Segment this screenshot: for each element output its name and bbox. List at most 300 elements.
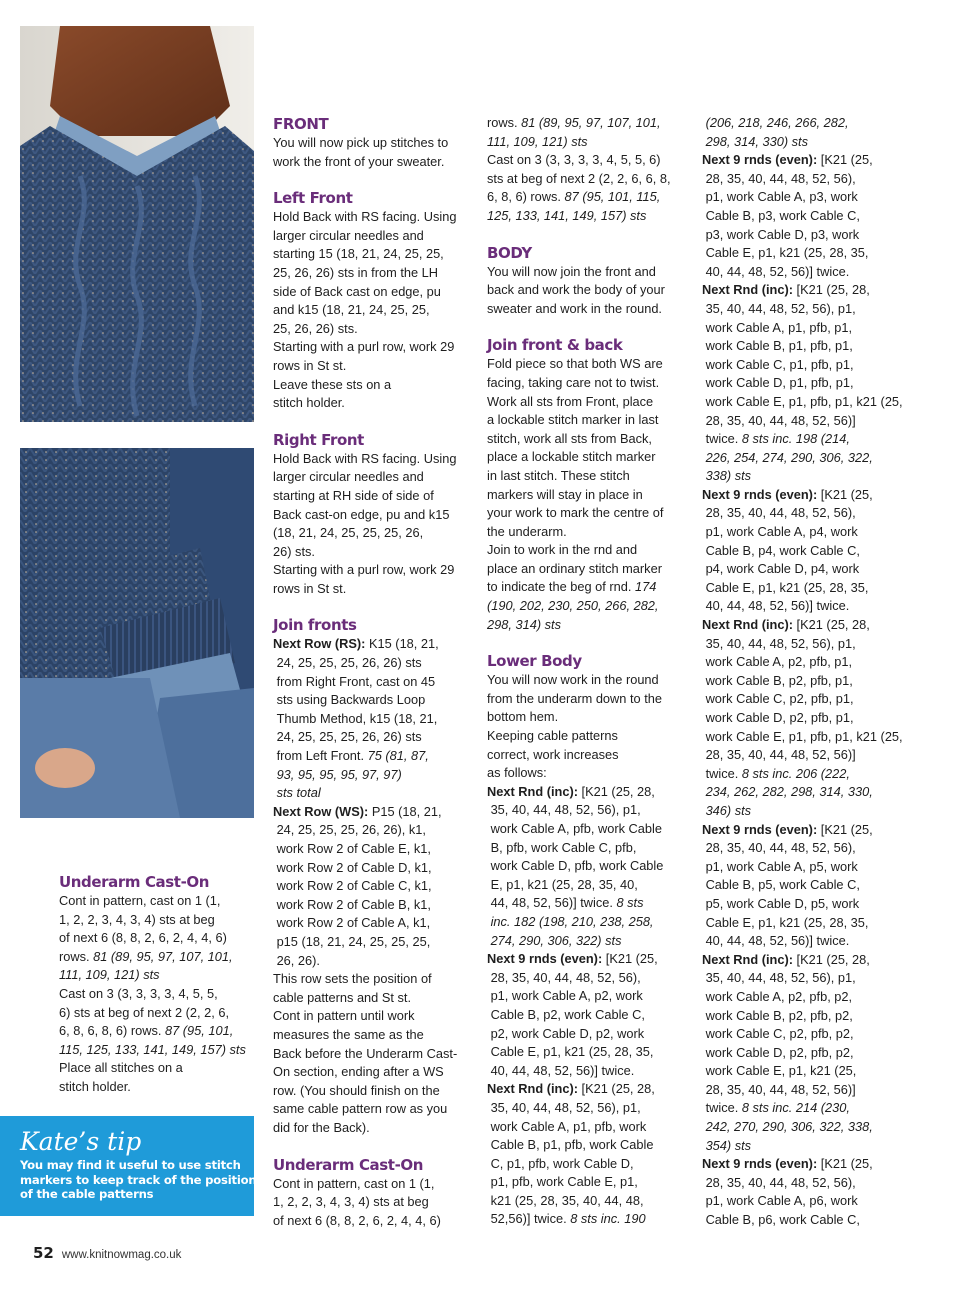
text-span: from Right Front, cast on 45 [276,673,436,689]
stitch-count: 115, 125, 133, 141, 149, 157) sts [59,1041,246,1057]
text-line [702,244,903,263]
row-label: Next Rnd (inc): [702,617,793,633]
text-span: 40, 44, 48, 52, 56)] twice. [705,598,850,614]
text-line [702,858,903,877]
text-line [273,840,457,859]
text-span: [K21 (25, [817,486,873,502]
text-line [702,430,903,449]
text-line [273,635,457,654]
left-front-heading: Left Front [273,189,353,208]
text-line: You will now work in the round [487,672,659,688]
text-line [487,894,671,913]
text-span: 35, 40, 44, 48, 52, 56), p1, [705,300,856,316]
text-line [487,1210,671,1229]
text-line [702,542,903,561]
text-line [487,1006,671,1025]
text-line [702,597,903,616]
text-line [487,1173,671,1192]
text-line [702,951,903,970]
column-increases [702,114,903,1230]
row-label: Next 9 rnds (even): [702,152,818,168]
text-line [702,504,903,523]
text-span: work Cable D, p1, pfb, p1, [705,375,854,391]
text-line [487,783,671,802]
stitch-count: 274, 290, 306, 322) sts [490,932,622,948]
stitch-count: 93, 95, 95, 95, 97, 97) [276,766,402,782]
text-line: Hold Back with RS facing. Using [273,450,457,466]
text-line: stitch holder. [273,395,345,411]
row-label: Next 9 rnds (even): [702,1156,818,1172]
text-span: p4, work Cable D, p4, work [705,561,860,577]
text-line: sts at beg of next 2 (2, 2, 6, 6, 8, [487,170,671,186]
text-line [702,393,903,412]
text-line: did for the Back). [273,1119,370,1135]
text-line: 26) sts. [273,543,315,559]
text-line: Leave these sts on a [273,376,392,392]
text-line: 6) sts at beg of next 2 (2, 2, 6, [59,1004,230,1020]
text-span: E, p1, k21 (25, 28, 35, 40, [490,876,638,892]
text-line [59,1022,246,1041]
text-line: Cast on 3 (3, 3, 3, 3, 4, 5, 5, [59,985,218,1001]
text-span: 40, 44, 48, 52, 56)] twice. [705,263,850,279]
text-span: Cable E, p1, k21 (25, 28, 35, [705,579,869,595]
text-line [487,913,671,932]
text-line [702,374,903,393]
text-line [487,876,671,895]
text-line [273,691,457,710]
row-label: Next Row (WS): [273,803,369,819]
text-span: work Cable A, p2, pfb, p1, [705,654,853,670]
text-span: work Cable C, p1, pfb, p1, [705,356,854,372]
text-line [702,1062,903,1081]
text-line: bottom hem. [487,709,559,725]
text-span: work Row 2 of Cable A, k1, [276,915,431,931]
text-line [273,859,457,878]
text-span: sts using Backwards Loop [276,692,426,708]
text-span: p1, work Cable A, p3, work [705,189,858,205]
text-line [273,877,457,896]
text-span: k21 (25, 28, 35, 40, 44, 48, [490,1192,644,1208]
text-span: Cable B, p2, work Cable C, [490,1006,645,1022]
text-span: 24, 25, 25, 25, 26, 26) sts [276,655,422,671]
text-span: p5, work Cable D, p5, work [705,895,860,911]
text-line: measures the same as the [273,1026,424,1042]
tip-text: You may find it useful to use stitch [20,1158,241,1172]
text-line [273,896,457,915]
text-line [702,746,903,765]
text-line: cable patterns and St st. [273,989,412,1005]
text-line: You will now pick up stitches to [273,135,449,150]
text-span: [K21 (25, 28, [793,282,870,298]
text-line [273,673,457,692]
text-span: p2, work Cable D, p2, work [490,1025,645,1041]
text-line: (18, 21, 24, 25, 25, 25, 26, [273,525,424,541]
text-span: work Cable A, p1, pfb, work [490,1118,647,1134]
text-line [702,1174,903,1193]
text-line: Fold piece so that both WS are [487,356,663,372]
text-line [702,802,903,821]
text-line: back and work the body of your [487,282,665,298]
tip-title: Kate’s tip [20,1127,142,1156]
text-line: place a lockable stitch marker [487,449,656,465]
page-footer [33,1244,181,1263]
text-line: 1, 2, 2, 3, 4, 3, 4) sts at beg [273,1194,429,1210]
text-span: K15 (18, 21, [365,636,439,652]
text-line [59,948,246,967]
text-line [487,616,671,635]
text-line: row. (You should finish on the [273,1082,440,1098]
tip-text: markers to keep track of the position [20,1172,257,1187]
row-label: Next Row (RS): [273,636,366,652]
text-span: [K21 (25, 28, [793,617,870,633]
text-span: [K21 (25, [817,821,873,837]
text-line: Place all stitches on a [59,1060,183,1076]
stitch-count: 87 (95, 101, [161,1023,234,1039]
underarm-heading: Underarm Cast-On [273,1155,424,1174]
stitch-count: 8 sts inc. 198 (214, [738,431,850,447]
text-span: work Cable A, pfb, work Cable [490,821,662,836]
text-line [702,876,903,895]
text-span: [K21 (25, 28, [578,783,655,799]
stitch-count: 87 (95, 101, 115, [560,189,661,205]
text-span: work Row 2 of Cable E, k1, [276,841,431,856]
text-line [702,300,903,319]
text-span: Cable E, p1, k21 (25, 28, 35, [705,245,869,261]
column-body [487,114,671,1229]
text-line [273,710,457,729]
text-line: Starting with a purl row, work 29 [273,339,455,355]
text-line: 25, 26, 26) sts in from the LH [273,264,439,280]
text-line [487,133,671,152]
text-span: [K21 (25, [602,951,658,967]
text-line [702,449,903,468]
text-line: Join to work in the rnd and [487,542,638,558]
text-span: 40, 44, 48, 52, 56)] twice. [490,1062,635,1078]
text-line [702,988,903,1007]
text-line: facing, taking care not to twist. [487,374,660,390]
text-span: rows. [487,115,518,130]
text-line [702,337,903,356]
text-line: You will now join the front and [487,263,656,279]
text-line: starting at RH side of side of [273,487,434,503]
text-line [702,709,903,728]
stitch-count: 242, 270, 290, 306, 322, 338, [705,1119,873,1135]
text-span: work Cable D, pfb, work Cable [490,858,664,874]
text-span: work Cable A, p1, pfb, p1, [705,319,853,335]
text-line [702,1081,903,1100]
text-span: 28, 35, 40, 44, 48, 52, 56)] [705,412,856,428]
text-span: work Cable B, p2, pfb, p1, [705,672,853,688]
stitch-count: 338) sts [705,468,752,484]
page-number: 52 [33,1244,54,1262]
text-span: work Cable E, p1, pfb, p1, k21 (25, [705,393,903,409]
body-heading: BODY [487,243,532,262]
stitch-count: 226, 254, 274, 290, 306, 322, [705,449,873,465]
text-span: twice. [705,1100,739,1116]
text-span: p1, work Cable A, p5, work [705,858,858,874]
text-line [702,1118,903,1137]
text-line: in last stitch. These stitch [487,467,630,483]
text-line [273,914,457,933]
text-line [487,1025,671,1044]
text-line [702,523,903,542]
text-line: place an ordinary stitch marker [487,560,662,576]
text-line: stitch, work all sts from Back, [487,430,652,446]
text-line [487,857,671,876]
text-line [487,932,671,951]
text-span: Thumb Method, k15 (18, 21, [276,710,438,726]
join-front-back-heading: Join front & back [487,336,623,355]
text-span: 28, 35, 40, 44, 48, 52, 56), [705,170,856,186]
text-line [487,1099,671,1118]
right-front-heading: Right Front [273,430,364,449]
text-span: P15 (18, 21, [368,803,442,819]
text-line [487,597,671,616]
text-line [487,801,671,820]
text-span: C, p1, pfb, work Cable D, [490,1155,634,1171]
text-line: from the underarm down to the [487,690,662,706]
join-fronts-heading: Join fronts [273,616,357,635]
text-line [487,207,671,226]
text-line [702,1007,903,1026]
text-line: 1, 2, 2, 3, 4, 3, 4) sts at beg [59,911,215,927]
stitch-count: 346) sts [705,802,752,818]
text-line [487,1118,671,1137]
row-label: Next Rnd (inc): [702,951,793,967]
text-line [702,412,903,431]
text-line: Back before the Underarm Cast- [273,1045,458,1061]
text-line [702,690,903,709]
text-span: 6, 8, 6) rows. [487,189,561,205]
text-span: work Row 2 of Cable C, k1, [276,878,432,894]
text-line: larger circular needles and [273,469,424,485]
text-span: 26, 26). [276,952,320,968]
text-line [702,133,903,152]
text-line [487,950,671,969]
text-line: stitch holder. [59,1078,131,1094]
text-span: 28, 35, 40, 44, 48, 52, 56), [705,1174,856,1190]
text-line: correct, work increases [487,746,619,762]
text-line [487,820,671,839]
text-span: work Cable B, p1, pfb, p1, [705,338,853,354]
text-span: twice. [705,765,739,781]
text-span: Cable B, p3, work Cable C, [705,207,860,223]
stitch-count: 81 (89, 95, 97, 107, 101, [517,115,661,130]
stitch-count: 8 sts inc. 190 [566,1211,646,1227]
underarm-heading: Underarm Cast-On [59,873,210,891]
text-line [702,207,903,226]
text-span: 6, 8, 6, 8, 6) rows. [59,1023,162,1039]
text-line: Cont in pattern until work [273,1008,415,1024]
text-line [702,765,903,784]
text-line [702,486,903,505]
text-line [702,188,903,207]
text-span: work Cable E, p1, pfb, p1, k21 (25, [705,728,903,744]
text-line [273,766,457,785]
text-line [702,319,903,338]
text-span: twice. [705,431,739,447]
text-span: work Cable E, p1, k21 (25, [705,1063,857,1079]
text-span: 28, 35, 40, 44, 48, 52, 56), [705,840,856,856]
stitch-count: 8 sts inc. 214 (230, [738,1100,850,1116]
row-label: Next 9 rnds (even): [702,821,818,837]
text-span: work Cable A, p2, pfb, p2, [705,988,853,1004]
text-line [273,747,457,766]
text-line: Starting with a purl row, work 29 [273,562,455,578]
text-line: Hold Back with RS facing. Using [273,209,457,225]
text-line [702,114,903,133]
text-span: 28, 35, 40, 44, 48, 52, 56), [490,969,641,985]
text-line [487,1062,671,1081]
text-span: work Cable B, p2, pfb, p2, [705,1007,853,1023]
text-line: your work to mark the centre of [487,505,664,521]
text-line: as follows: [487,765,547,781]
text-line [702,653,903,672]
text-span: rows. [59,948,90,964]
text-line [59,1041,246,1060]
text-line [487,114,671,133]
text-line [702,170,903,189]
text-span: p1, pfb, work Cable E, p1, [490,1174,638,1190]
stitch-count: 298, 314) sts [487,616,561,632]
text-span: work Row 2 of Cable B, k1, [276,896,431,912]
stitch-count: 174 [631,579,657,595]
kates-tip-box [0,1116,257,1216]
text-span: Cable E, p1, k21 (25, 28, 35, [705,914,869,930]
text-line [702,895,903,914]
text-line: Back cast-on edge, pu and k15 [273,506,450,522]
text-line: work the front of your sweater. [273,153,445,169]
front-heading: FRONT [273,115,329,133]
stitch-count: 234, 262, 282, 298, 314, 330, [705,784,873,800]
text-line [487,1136,671,1155]
text-span: p3, work Cable D, p3, work [705,226,860,242]
text-span: [K21 (25, [817,152,873,168]
row-label: Next Rnd (inc): [487,783,578,799]
text-line [702,560,903,579]
stitch-count: 8 sts [612,895,644,911]
stitch-count: 111, 109, 121) sts [487,133,588,149]
row-label: Next 9 rnds (even): [702,486,818,502]
text-span: Cable E, p1, k21 (25, 28, 35, [490,1044,654,1060]
text-span: 28, 35, 40, 44, 48, 52, 56)] [705,747,856,763]
text-line [702,932,903,951]
text-line [273,952,457,971]
stitch-count: (206, 218, 246, 266, 282, [705,115,849,130]
text-span: work Cable C, p2, pfb, p1, [705,691,854,707]
text-span: p1, work Cable A, p4, work [705,524,858,540]
text-line: of next 6 (8, 8, 2, 6, 2, 4, 4, 6) [59,930,227,946]
stitch-count: 354) sts [705,1137,752,1153]
text-line: On section, ending after a WS [273,1064,444,1080]
sweater-back-photo [20,26,254,422]
text-line: rows in St st. [273,357,347,373]
text-line: Cont in pattern, cast on 1 (1, [273,1175,435,1191]
text-line: and k15 (18, 21, 24, 25, 25, [273,302,430,318]
row-label: Next 9 rnds (even): [487,951,603,967]
text-span: 28, 35, 40, 44, 48, 52, 56)] [705,1081,856,1097]
text-span: work Cable D, p2, pfb, p1, [705,710,854,725]
text-line: Keeping cable patterns [487,728,618,744]
text-line [273,803,457,822]
text-line: starting 15 (18, 21, 24, 25, 25, [273,246,444,262]
text-line: the underarm. [487,523,567,539]
text-line [702,728,903,747]
stitch-count: (190, 202, 230, 250, 266, 282, [487,598,659,614]
text-span: to indicate the beg of rnd. [487,579,632,595]
text-line [487,1080,671,1099]
text-line [702,969,903,988]
text-span: Cable B, p6, work Cable C, [705,1212,860,1228]
text-line [702,1099,903,1118]
text-line: of next 6 (8, 8, 2, 6, 2, 4, 4, 6) [273,1212,441,1228]
text-line: side of Back cast on edge, pu [273,283,441,299]
website-url: www.knitnowmag.co.uk [61,1249,182,1261]
text-span: [K21 (25, 28, [578,1081,655,1097]
text-span: 35, 40, 44, 48, 52, 56), p1, [490,802,641,818]
text-span: 40, 44, 48, 52, 56)] twice. [705,933,850,949]
text-line [702,672,903,691]
text-span: work Cable C, p2, pfb, p2, [705,1026,854,1042]
text-line [702,467,903,486]
text-span: 52,56)] twice. [490,1211,567,1227]
text-line [702,151,903,170]
text-line: 25, 26, 26) sts. [273,320,358,336]
text-line: This row sets the position of [273,971,432,987]
text-span: work Row 2 of Cable D, k1, [276,859,432,875]
stitch-count: 8 sts inc. 206 (222, [738,765,850,781]
text-span: p1, work Cable A, p2, work [490,988,643,1004]
text-line [273,728,457,747]
text-line [702,914,903,933]
text-line: larger circular needles and [273,227,424,243]
text-line [702,1025,903,1044]
text-line: Cast on 3 (3, 3, 3, 3, 4, 5, 5, 6) [487,152,661,168]
text-line [702,783,903,802]
text-line [702,616,903,635]
text-line [487,578,671,597]
text-line [273,933,457,952]
text-span: 35, 40, 44, 48, 52, 56), p1, [705,970,856,986]
text-line [702,579,903,598]
text-line [702,1137,903,1156]
text-line: same cable pattern row as you [273,1101,448,1117]
text-line [702,226,903,245]
text-span: [K21 (25, [817,1156,873,1172]
text-line [487,969,671,988]
text-line [702,821,903,840]
text-line [273,784,457,803]
text-line [273,654,457,673]
stitch-count: 81 (89, 95, 97, 107, 101, [89,948,233,964]
text-span: work Cable D, p2, pfb, p2, [705,1044,854,1060]
text-line: a lockable stitch marker in last [487,412,659,428]
lower-body-heading: Lower Body [487,652,582,671]
text-line: markers will stay in place in [487,486,643,502]
text-line [487,1043,671,1062]
text-line [702,1155,903,1174]
stitch-count: sts total [276,785,321,801]
text-line [487,1155,671,1174]
tip-text: of the cable patterns [20,1187,154,1201]
text-line: sweater and work in the round. [487,300,662,316]
stitch-count: inc. 182 (198, 210, 238, 258, [490,913,654,929]
text-line [702,1044,903,1063]
text-span: Cable B, p4, work Cable C, [705,542,860,558]
text-line: Work all sts from Front, place [487,393,654,409]
text-span: p1, work Cable A, p6, work [705,1193,858,1209]
text-line [487,188,671,207]
